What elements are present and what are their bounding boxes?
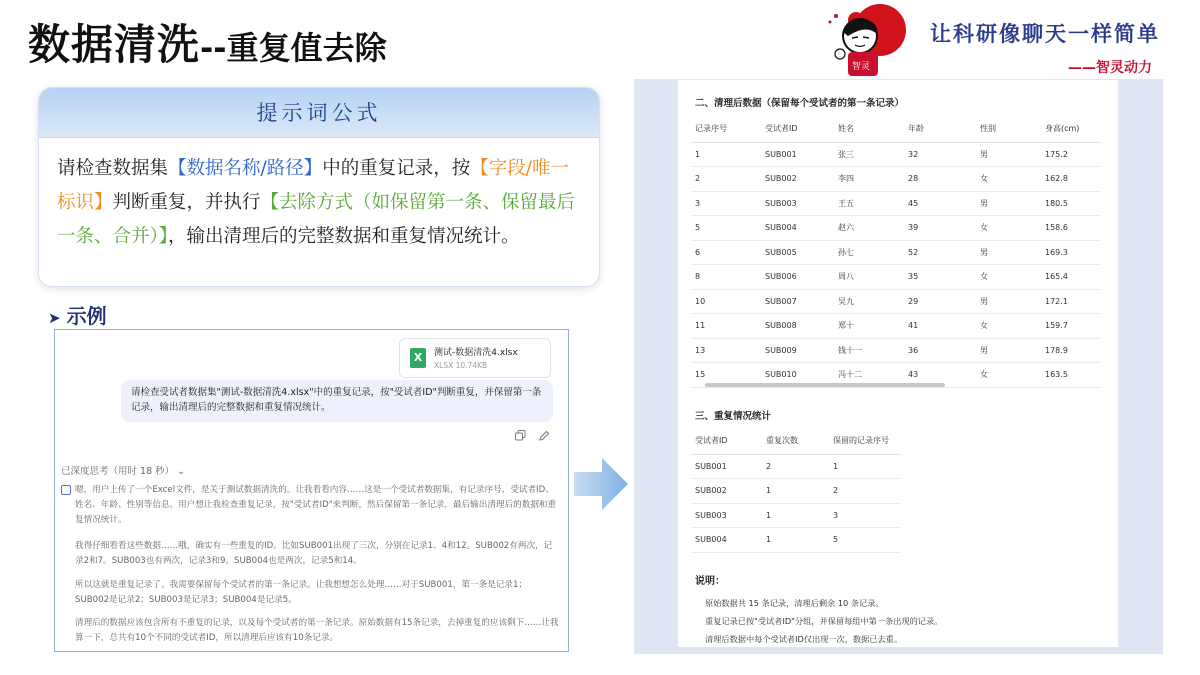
table-row [691, 479, 901, 504]
thinking-paragraph: 嗯，用户上传了一个Excel文件，是关于测试数据清洗的。让我看看内容……这是一个受试者数据集，有记录序号、受试者ID、姓名、年龄、性别等信息。用户想让我检查重复记录，按"受试者ID"来判断，然后保留第一条记录，最后输出清理后的数据和重复情况统计。 [75, 485, 557, 525]
prompt-formula-card [38, 87, 600, 287]
formula-placeholder-field: 【字段/唯一标识】 [57, 158, 569, 213]
triangle-bullet-icon: ➤ [48, 309, 61, 327]
table-cell: 1 [762, 503, 829, 528]
title-main: 数据清洗 [28, 20, 201, 69]
table-cell: 36 [904, 338, 976, 363]
duplicates-table [691, 428, 901, 553]
table-cell: 15 [691, 363, 761, 388]
table-cell: 178.9 [1041, 338, 1101, 363]
table-cell: 1 [829, 454, 901, 479]
slide-title [28, 12, 387, 72]
table-cell: 张三 [834, 142, 904, 167]
table-row [691, 503, 901, 528]
table-cell: SUB004 [761, 216, 834, 241]
table-cell: 1 [762, 528, 829, 553]
table-cell: 钱十一 [834, 338, 904, 363]
table-cell: SUB002 [691, 479, 762, 504]
table-cell: SUB006 [761, 265, 834, 290]
formula-text-2: 中的重复记录，按 [322, 158, 471, 179]
table-cell: 男 [976, 289, 1041, 314]
table-cell: SUB001 [761, 142, 834, 167]
table-cell: 8 [691, 265, 761, 290]
example-label: 示例 [66, 304, 107, 328]
table-row [691, 167, 1101, 192]
table-cell: 2 [762, 454, 829, 479]
table-cell: 1 [762, 479, 829, 504]
chat-screenshot [54, 329, 569, 652]
table-cell: 180.5 [1041, 191, 1101, 216]
thinking-paragraph: 清理后的数据应该包含所有不重复的记录，以及每个受试者的第一条记录。原始数据有15条记录，去掉重复的应该剩下……让我算一下，总共有10个不同的受试者ID，所以清理后应该有10条记录。 [75, 618, 559, 643]
table-cell: 41 [904, 314, 976, 339]
brand-subtitle: ——智灵动力 [1068, 60, 1152, 76]
table-cell: 男 [976, 338, 1041, 363]
excel-file-icon: X [410, 348, 426, 368]
table-row [691, 314, 1101, 339]
file-meta: XLSX 10.74KB [434, 361, 488, 370]
file-name: 测试-数据清洗4.xlsx [434, 348, 518, 358]
table-cell: 3 [829, 503, 901, 528]
table-cell: SUB002 [761, 167, 834, 192]
table-cell: 32 [904, 142, 976, 167]
cleaned-data-title: 二、清理后数据（保留每个受试者的第一条记录） [695, 98, 905, 109]
table-row [691, 240, 1101, 265]
table-cell: 女 [976, 265, 1041, 290]
brand-slogan: 让科研像聊天一样简单 [930, 22, 1160, 46]
thinking-paragraph: 我得仔细看看这些数据……哦，确实有一些重复的ID。比如SUB001出现了三次，分别在记录1、4和12。SUB002有两次，记录2和7。SUB003也有两次，记录3和9。SUB004也是两次，记录5和14。 [75, 541, 553, 566]
table-cell: 5 [829, 528, 901, 553]
table-cell: SUB003 [761, 191, 834, 216]
table-cell: SUB010 [761, 363, 834, 388]
deep-thinking-toggle[interactable] [61, 463, 185, 477]
table-cell: 2 [829, 479, 901, 504]
table-row [691, 289, 1101, 314]
column-header: 记录序号 [691, 116, 761, 142]
table-cell: 李四 [834, 167, 904, 192]
thinking-label: 已深度思考（用时 18 秒） [61, 466, 175, 477]
table-cell: 29 [904, 289, 976, 314]
table-cell: 女 [976, 167, 1041, 192]
user-message-bubble: 请检查受试者数据集"测试-数据清洗4.xlsx"中的重复记录，按"受试者ID"判断重复，并保留第一条记录，输出清理后的完整数据和重复情况统计。 [121, 380, 553, 422]
formula-text-1: 请检查数据集 [57, 158, 169, 179]
edit-icon[interactable] [539, 430, 550, 441]
formula-text-3: 判断重复，并执行 [112, 192, 261, 213]
formula-placeholder-method: 【去除方式（如保留第一条、保留最后一条、合并）】 [57, 192, 576, 247]
note-line: 原始数据共 15 条记录，清理后剩余 10 条记录。 [705, 598, 884, 608]
table-cell: SUB009 [761, 338, 834, 363]
table-cell: 1 [691, 142, 761, 167]
table-cell: 周八 [834, 265, 904, 290]
table-row [691, 528, 901, 553]
column-header: 姓名 [834, 116, 904, 142]
table-cell: 5 [691, 216, 761, 241]
table-cell: 孙七 [834, 240, 904, 265]
table-cell: 10 [691, 289, 761, 314]
table-cell: 172.1 [1041, 289, 1101, 314]
table-cell: 3 [691, 191, 761, 216]
table-cell: 39 [904, 216, 976, 241]
svg-text:智灵: 智灵 [852, 62, 871, 72]
table-cell: 吴九 [834, 289, 904, 314]
copy-icon[interactable] [515, 430, 526, 441]
table-cell: 王五 [834, 191, 904, 216]
table-cell: 女 [976, 314, 1041, 339]
table-cell: 冯十二 [834, 363, 904, 388]
prompt-formula-text [39, 138, 599, 254]
table-cell: 52 [904, 240, 976, 265]
thinking-paragraph: 所以这就是重复记录了。我需要保留每个受试者的第一条记录。让我想想怎么处理……对于SUB001，第一条是记录1；SUB002是记录2；SUB003是记录3；SUB004是记录5。 [75, 580, 528, 605]
table-row [691, 191, 1101, 216]
table-cell: 13 [691, 338, 761, 363]
note-line: 清理后数据中每个受试者ID仅出现一次，数据已去重。 [705, 634, 903, 644]
table-cell: 175.2 [1041, 142, 1101, 167]
column-header: 性别 [976, 116, 1041, 142]
column-header: 受试者ID [761, 116, 834, 142]
column-header: 年龄 [904, 116, 976, 142]
notes-title: 说明： [695, 576, 725, 587]
table-cell: 6 [691, 240, 761, 265]
table-cell: 35 [904, 265, 976, 290]
table-cell: 163.5 [1041, 363, 1101, 388]
prompt-formula-header: 提示词公式 [39, 88, 599, 138]
table-cell: 男 [976, 191, 1041, 216]
table-cell: 女 [976, 363, 1041, 388]
table-cell: 28 [904, 167, 976, 192]
duplicates-title: 三、重复情况统计 [695, 411, 772, 422]
table-cell: 158.6 [1041, 216, 1101, 241]
column-header: 保留的记录序号 [829, 428, 901, 454]
table-cell: SUB005 [761, 240, 834, 265]
formula-placeholder-dataset: 【数据名称/路径】 [168, 158, 323, 179]
title-sub: --重复值去除 [200, 29, 387, 67]
cleaned-data-table [691, 116, 1101, 388]
table-cell: 男 [976, 240, 1041, 265]
table-cell: 11 [691, 314, 761, 339]
table-row [691, 216, 1101, 241]
table-cell: 郑十 [834, 314, 904, 339]
table-cell: 赵六 [834, 216, 904, 241]
table-cell: SUB008 [761, 314, 834, 339]
table-header-row [691, 428, 901, 454]
table-row [691, 338, 1101, 363]
table-cell: 165.4 [1041, 265, 1101, 290]
table-row [691, 454, 901, 479]
assistant-avatar-icon [61, 485, 71, 495]
table-row [691, 142, 1101, 167]
right-arrow-icon [572, 456, 630, 512]
uploaded-file-card[interactable] [399, 338, 551, 378]
note-line: 重复记录已按"受试者ID"分组，并保留每组中第一条出现的记录。 [705, 616, 943, 626]
table-cell: 162.8 [1041, 167, 1101, 192]
table-header-row [691, 116, 1101, 142]
table-horizontal-scrollbar[interactable] [705, 383, 945, 387]
formula-text-4: ，输出清理后的完整数据和重复情况统计。 [168, 226, 520, 247]
column-header: 身高(cm) [1041, 116, 1101, 142]
table-cell: SUB003 [691, 503, 762, 528]
table-cell: SUB007 [761, 289, 834, 314]
table-cell: 2 [691, 167, 761, 192]
table-cell: SUB004 [691, 528, 762, 553]
table-cell: 159.7 [1041, 314, 1101, 339]
column-header: 受试者ID [691, 428, 762, 454]
table-row [691, 265, 1101, 290]
table-cell: 43 [904, 363, 976, 388]
table-cell: 女 [976, 216, 1041, 241]
table-cell: SUB001 [691, 454, 762, 479]
table-cell: 45 [904, 191, 976, 216]
mascot-logo [822, 2, 912, 78]
chevron-down-icon: ⌄ [174, 466, 186, 477]
table-cell: 男 [976, 142, 1041, 167]
table-cell: 169.3 [1041, 240, 1101, 265]
example-heading [48, 300, 107, 329]
column-header: 重复次数 [762, 428, 829, 454]
